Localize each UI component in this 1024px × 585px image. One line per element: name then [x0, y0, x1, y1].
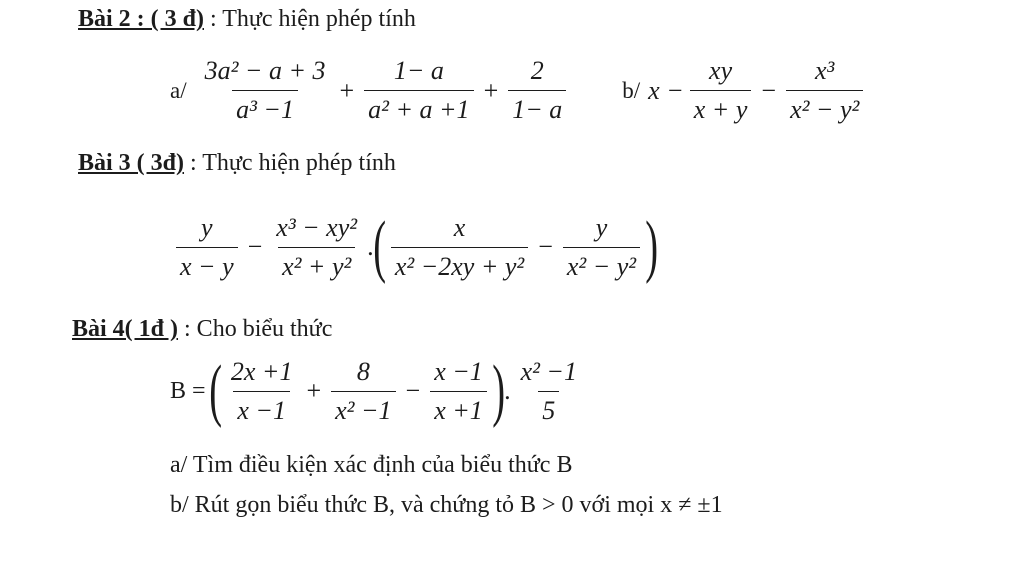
- plus-operator: +: [483, 75, 499, 105]
- minus-operator: −: [538, 232, 553, 261]
- bai4-expression: [170, 352, 587, 429]
- fraction-denominator: x² − y²: [786, 90, 863, 125]
- fraction-denominator: a³ −1: [232, 90, 298, 125]
- bai4-part-a: a/ Tìm điều kiện xác định của biểu thức B: [170, 452, 573, 478]
- fraction-numerator: x² −1: [520, 356, 577, 386]
- bai2-b-fraction-2: [786, 56, 863, 125]
- fraction-numerator: y: [595, 212, 608, 242]
- bai3-fraction-2: [272, 213, 361, 282]
- bai2-heading-line: [78, 6, 416, 33]
- fraction-denominator: x² + y²: [278, 247, 355, 282]
- bai2-a-fraction-1: [201, 56, 330, 125]
- minus-operator: −: [405, 376, 421, 405]
- bai2-heading: Bài 2 : ( 3 đ): [78, 6, 204, 32]
- fraction-numerator: 2: [530, 56, 544, 85]
- left-parenthesis: (: [208, 352, 222, 429]
- multiply-dot: .: [504, 376, 511, 405]
- fraction-denominator: x² −2xy + y²: [391, 247, 528, 282]
- fraction-denominator: x² − y²: [563, 247, 640, 282]
- plus-operator: +: [339, 75, 355, 105]
- bai2-b-x: x −: [648, 75, 684, 105]
- fraction-numerator: x −1: [434, 356, 483, 386]
- bai4-part-b: b/ Rút gọn biểu thức B, và chứng tỏ B > 0 với mọi x ≠ ±1: [170, 492, 723, 518]
- fraction-numerator: y: [201, 212, 213, 242]
- bai3-fraction-1: [176, 213, 238, 282]
- fraction-denominator: a² + a +1: [364, 90, 473, 125]
- minus-operator: −: [247, 232, 263, 261]
- bai3-heading: Bài 3 ( 3đ): [78, 150, 185, 176]
- b-equals: B =: [170, 377, 206, 404]
- bai4-fraction-1: [227, 357, 297, 426]
- fraction-denominator: x² −1: [331, 391, 395, 426]
- bai3-expression: [170, 208, 659, 285]
- fraction-denominator: x − y: [176, 247, 238, 282]
- bai2-expressions: [170, 56, 869, 125]
- fraction-numerator: 1− a: [393, 56, 444, 85]
- bai4-heading-line: [72, 316, 332, 343]
- fraction-denominator: x −1: [233, 391, 290, 426]
- bai2-a-fraction-3: [508, 56, 566, 125]
- right-parenthesis: ): [645, 208, 659, 285]
- bai3-instruction: : Thực hiện phép tính: [184, 150, 396, 176]
- bai2-a-label: a/: [170, 77, 187, 103]
- fraction-numerator: 8: [356, 356, 370, 386]
- fraction-numerator: 3a² − a + 3: [204, 56, 326, 85]
- multiply-dot: .: [367, 232, 374, 261]
- bai2-a-fraction-2: [364, 56, 473, 125]
- bai4-fraction-2: [331, 357, 395, 426]
- fraction-denominator: x + y: [690, 90, 752, 125]
- bai2-instruction: : Thực hiện phép tính: [204, 6, 416, 32]
- right-parenthesis: ): [492, 352, 505, 429]
- bai3-fraction-4: [563, 213, 640, 282]
- fraction-numerator: 2x +1: [230, 356, 293, 386]
- fraction-denominator: 1− a: [508, 90, 566, 125]
- plus-operator: +: [306, 376, 322, 405]
- bai3-fraction-3: [391, 213, 528, 282]
- fraction-denominator: 5: [538, 391, 559, 426]
- bai4-instruction: : Cho biểu thức: [178, 316, 333, 342]
- minus-operator: −: [761, 75, 777, 105]
- bai4-heading: Bài 4( 1đ ): [72, 316, 179, 342]
- bai2-b-label: b/: [622, 77, 641, 103]
- bai4-fraction-3: [430, 357, 487, 426]
- bai2-b-fraction-1: [690, 56, 752, 125]
- fraction-denominator: x +1: [430, 391, 487, 426]
- fraction-numerator: x³: [815, 56, 835, 85]
- fraction-numerator: xy: [709, 56, 733, 85]
- fraction-numerator: x³ − xy²: [276, 212, 358, 242]
- bai4-fraction-4: [517, 357, 581, 426]
- fraction-numerator: x: [453, 212, 466, 242]
- left-parenthesis: (: [372, 208, 386, 285]
- bai3-heading-line: [78, 150, 396, 177]
